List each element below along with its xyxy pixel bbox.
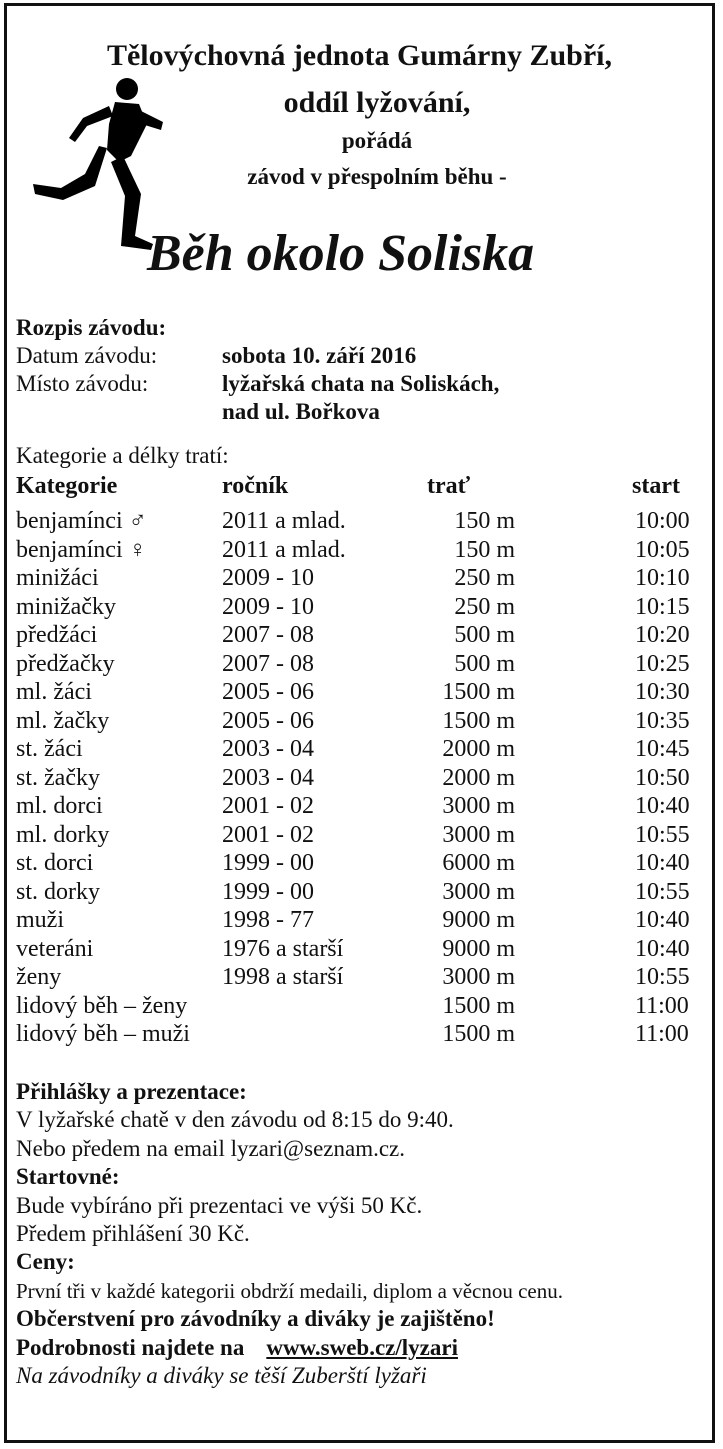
row-distance: 1500 m	[442, 679, 515, 705]
row-category: st. žáci	[16, 736, 83, 762]
table-row	[7, 907, 712, 935]
row-distance: 1500 m	[442, 1021, 515, 1047]
row-start: 10:20	[635, 622, 690, 648]
row-category: st. dorci	[16, 850, 94, 876]
fee-line-1: Bude vybíráno při prezentaci ve výši 50 Kč.	[16, 1193, 423, 1218]
row-category: st. dorky	[16, 878, 100, 905]
table-row	[7, 964, 712, 992]
row-year: 1998 a starší	[222, 964, 344, 990]
place-value-line-2: nad ul. Bořkova	[222, 399, 380, 424]
place-value-line-1: lyžařská chata na Soliskách,	[222, 371, 500, 396]
header-category: Kategorie	[16, 473, 118, 499]
row-category: ml. žačky	[16, 707, 110, 734]
row-distance: 3000 m	[442, 964, 515, 990]
closing-text: Na závodníky a diváky se těší Zuberští lyžaři	[16, 1363, 427, 1388]
row-category: ml. dorci	[16, 793, 103, 819]
registration-title: Přihlášky a prezentace:	[16, 1079, 247, 1104]
row-category: předžačky	[16, 650, 115, 677]
race-type: závod v přespolním běhu -	[247, 164, 507, 189]
row-year: 2009 - 10	[222, 593, 314, 620]
prizes-title: Ceny:	[16, 1249, 75, 1274]
row-year: 2011 a mlad.	[222, 508, 346, 534]
row-year: 2001 - 02	[222, 793, 314, 819]
row-distance: 9000 m	[442, 907, 515, 933]
date-label: Datum závodu:	[16, 343, 158, 368]
row-year: 1999 - 00	[222, 850, 314, 876]
refreshments-text: Občerstvení pro závodníky a diváky je zajištěno!	[16, 1306, 495, 1331]
row-distance: 150 m	[454, 508, 515, 534]
row-start: 10:10	[635, 565, 690, 591]
row-start: 10:40	[635, 907, 690, 933]
categories-intro: Kategorie a délky tratí:	[16, 443, 229, 468]
presents-text: pořádá	[341, 128, 413, 153]
row-start: 10:55	[635, 821, 690, 848]
row-start: 10:40	[635, 935, 690, 962]
row-category: ženy	[16, 964, 62, 990]
row-start: 10:45	[635, 736, 690, 762]
row-year: 1976 a starší	[222, 935, 344, 962]
row-year: 2003 - 04	[222, 764, 314, 791]
details-section-title: Rozpis závodu:	[16, 315, 167, 340]
row-distance: 2000 m	[442, 736, 515, 762]
registration-line-1: V lyžařské chatě v den závodu od 8:15 do 9:40.	[16, 1107, 454, 1132]
row-year: 2007 - 08	[222, 622, 314, 648]
row-category: benjamínci ♂	[16, 508, 147, 534]
table-row	[7, 565, 712, 593]
row-category: benjamínci ♀	[16, 536, 147, 563]
row-start: 10:40	[635, 793, 690, 819]
race-title: Běh okolo Soliska	[147, 225, 535, 282]
row-start: 10:50	[635, 764, 690, 791]
header-distance: trať	[427, 473, 471, 499]
row-category: lidový běh – ženy	[16, 992, 188, 1019]
row-year: 1999 - 00	[222, 878, 314, 905]
row-year: 2005 - 06	[222, 679, 314, 705]
website-link[interactable]: www.sweb.cz/lyzari	[266, 1335, 458, 1360]
table-row	[7, 508, 712, 536]
row-start: 10:35	[635, 707, 690, 734]
table-row	[7, 708, 712, 736]
row-start: 10:55	[635, 964, 690, 990]
table-row	[7, 936, 712, 964]
table-row	[7, 850, 712, 878]
row-category: muži	[16, 907, 64, 933]
table-row	[7, 1021, 712, 1049]
row-distance: 1500 m	[442, 707, 515, 734]
row-start: 10:55	[635, 878, 690, 905]
row-start: 10:05	[635, 536, 690, 563]
prizes-line: První tři v každé kategorii obdrží medaili, diplom a věcnou cenu.	[16, 1279, 564, 1303]
date-value: sobota 10. září 2016	[222, 343, 417, 368]
row-year: 2009 - 10	[222, 565, 314, 591]
poster	[4, 3, 715, 1443]
row-start: 10:40	[635, 850, 690, 876]
table-row	[7, 594, 712, 622]
row-distance: 1500 m	[442, 992, 515, 1019]
row-distance: 3000 m	[442, 821, 515, 848]
row-distance: 250 m	[454, 565, 515, 591]
table-row	[7, 793, 712, 821]
row-distance: 250 m	[454, 593, 515, 620]
details-link-line	[16, 1335, 458, 1361]
row-start: 11:00	[635, 992, 689, 1019]
row-year: 2011 a mlad.	[222, 536, 346, 563]
table-row	[7, 679, 712, 707]
row-category: ml. žáci	[16, 679, 92, 705]
row-year: 1998 - 77	[222, 907, 314, 933]
table-row	[7, 993, 712, 1021]
table-row	[7, 736, 712, 764]
row-distance: 9000 m	[442, 935, 515, 962]
table-row	[7, 622, 712, 650]
row-category: veteráni	[16, 935, 94, 962]
row-start: 10:25	[635, 650, 690, 677]
row-distance: 150 m	[454, 536, 515, 563]
row-start: 11:00	[635, 1021, 689, 1047]
header-year: ročník	[222, 473, 289, 499]
row-start: 10:00	[635, 508, 690, 534]
row-category: minižačky	[16, 593, 116, 620]
row-distance: 500 m	[454, 650, 515, 677]
categories-header-row	[7, 473, 712, 501]
row-category: lidový běh – muži	[16, 1021, 190, 1047]
row-category: předžáci	[16, 622, 98, 648]
row-distance: 500 m	[454, 622, 515, 648]
row-year: 2003 - 04	[222, 736, 314, 762]
row-category: st. žačky	[16, 764, 100, 791]
row-category: minižáci	[16, 565, 99, 591]
place-label: Místo závodu:	[16, 371, 149, 396]
row-distance: 3000 m	[442, 878, 515, 905]
fee-title: Startovné:	[16, 1164, 120, 1189]
organizer-line-1: Tělovýchovná jednota Gumárny Zubří,	[106, 39, 613, 72]
organizer-line-2: oddíl lyžování,	[283, 86, 471, 119]
header-start: start	[632, 473, 680, 499]
row-start: 10:30	[635, 679, 690, 705]
row-category: ml. dorky	[16, 821, 110, 848]
table-row	[7, 537, 712, 565]
row-year: 2001 - 02	[222, 821, 314, 848]
row-start: 10:15	[635, 593, 690, 620]
table-row	[7, 651, 712, 679]
fee-line-2: Předem přihlášení 30 Kč.	[16, 1221, 250, 1246]
row-distance: 6000 m	[442, 850, 515, 876]
row-year: 2007 - 08	[222, 650, 314, 677]
table-row	[7, 765, 712, 793]
table-row	[7, 879, 712, 907]
table-row	[7, 822, 712, 850]
row-distance: 2000 m	[442, 764, 515, 791]
registration-line-2: Nebo předem na email lyzari@seznam.cz.	[16, 1136, 406, 1161]
details-label: Podrobnosti najdete na	[16, 1335, 245, 1360]
row-year: 2005 - 06	[222, 707, 314, 734]
row-distance: 3000 m	[442, 793, 515, 819]
